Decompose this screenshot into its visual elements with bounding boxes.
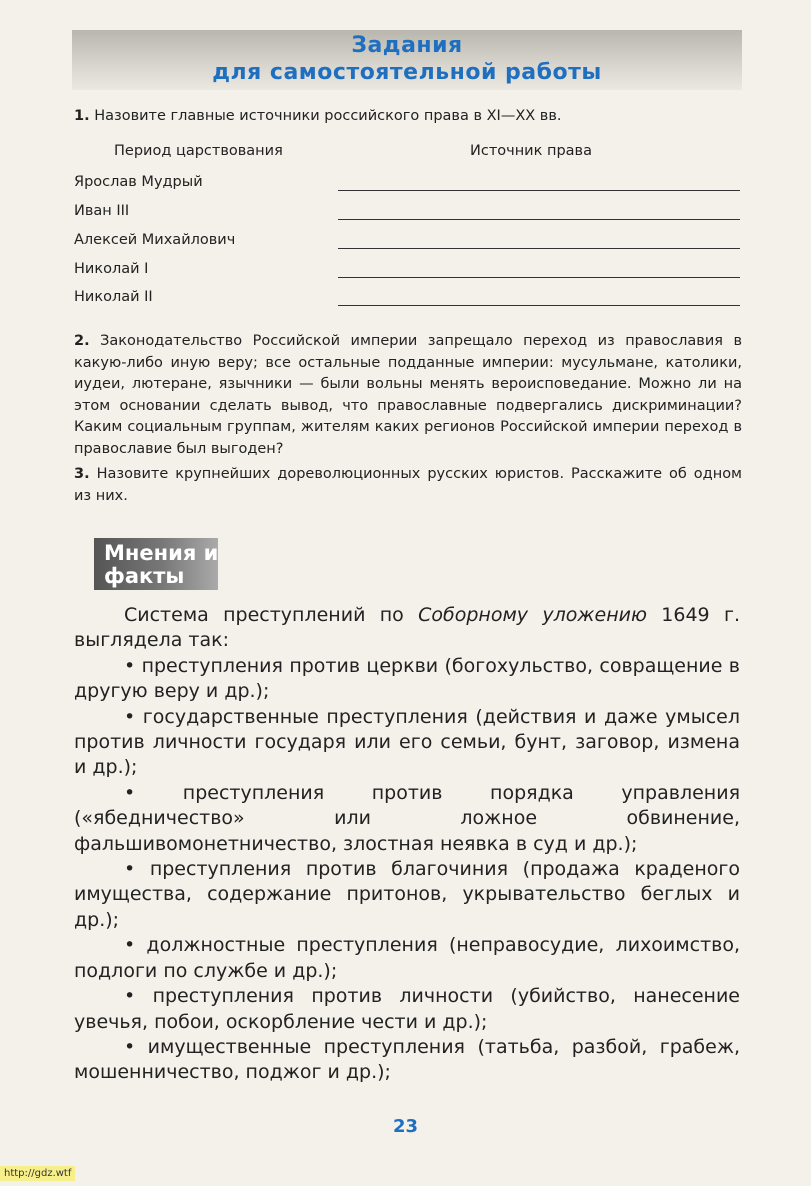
list-item: • преступления против церкви (богохульство, совращение в другую веру и др.);	[74, 654, 740, 703]
body-text	[74, 603, 740, 1086]
ruler-row-3: Николай I	[74, 261, 149, 277]
list-item: • имущественные преступления (татьба, разбой, грабеж, мошенничество, поджог и др.);	[74, 1035, 740, 1084]
list-item: • преступления против личности (убийство, нанесение увечья, побои, оскорбление чести и др.);	[74, 985, 740, 1033]
task1-number: 1.	[74, 108, 90, 124]
list-item: • преступления против благочиния (продажа краденого имущества, содержание притонов, укрывательство беглых и др.);	[74, 858, 740, 931]
header-title-line1: Задания	[351, 33, 463, 58]
section-title-line2: факты	[104, 564, 185, 588]
list-item: • государственные преступления (действия и даже умысел против личности государя или его семьи, бунт, заговор, измена и др.);	[74, 705, 740, 779]
watermark-link[interactable]: http://gdz.wtf	[0, 1166, 75, 1181]
ruler-row-0: Ярослав Мудрый	[74, 174, 203, 190]
task1	[74, 106, 562, 126]
answer-line-2	[338, 248, 740, 249]
task1-text: Назовите главные источники российского права в XI—XX вв.	[94, 108, 562, 124]
column-source: Источник права	[470, 143, 592, 159]
task2-text: Законодательство Российской империи запрещало переход из православия в какую-либо иную веру; все остальные подданные империи: мусульмане, католики, иудеи, лютеране, язычники — были вольны менять вероисповедание. Можно ли на этом основании сделать вывод, что православные подвергались дискриминации? Каким социальным группам, жителям каких регионов Российской империи переход в православие был выгоден?	[74, 333, 742, 457]
ruler-row-2: Алексей Михайлович	[74, 232, 236, 248]
list-item: • преступления против порядка управления («ябедничество» или ложное обвинение, фальшивомонетничество, злостная неявка в суд и др.);	[74, 781, 740, 855]
section-title-line1: Мнения и	[104, 541, 219, 565]
task2	[74, 331, 742, 460]
ruler-row-1: Иван III	[74, 203, 130, 219]
header-title-line2: для самостоятельной работы	[212, 60, 602, 85]
answer-line-0	[338, 190, 740, 191]
task3-text: Назовите крупнейших дореволюционных русских юристов. Расскажите об одном из них.	[74, 466, 742, 504]
task3-number: 3.	[74, 466, 90, 482]
task2-number: 2.	[74, 333, 90, 349]
intro-paragraph: Система преступлений по Соборному уложению 1649 г. выглядела так:	[74, 604, 740, 652]
answer-line-3	[338, 277, 740, 278]
column-period: Период царствования	[114, 143, 283, 159]
list-item: • должностные преступления (неправосудие, лихоимство, подлоги по службе и др.);	[74, 934, 740, 982]
page-number: 23	[392, 1116, 419, 1137]
answer-line-1	[338, 219, 740, 220]
answer-line-4	[338, 305, 740, 306]
task3	[74, 464, 742, 507]
ruler-row-4: Николай II	[74, 289, 153, 305]
intro-italic: Соборному уложению	[418, 604, 647, 626]
